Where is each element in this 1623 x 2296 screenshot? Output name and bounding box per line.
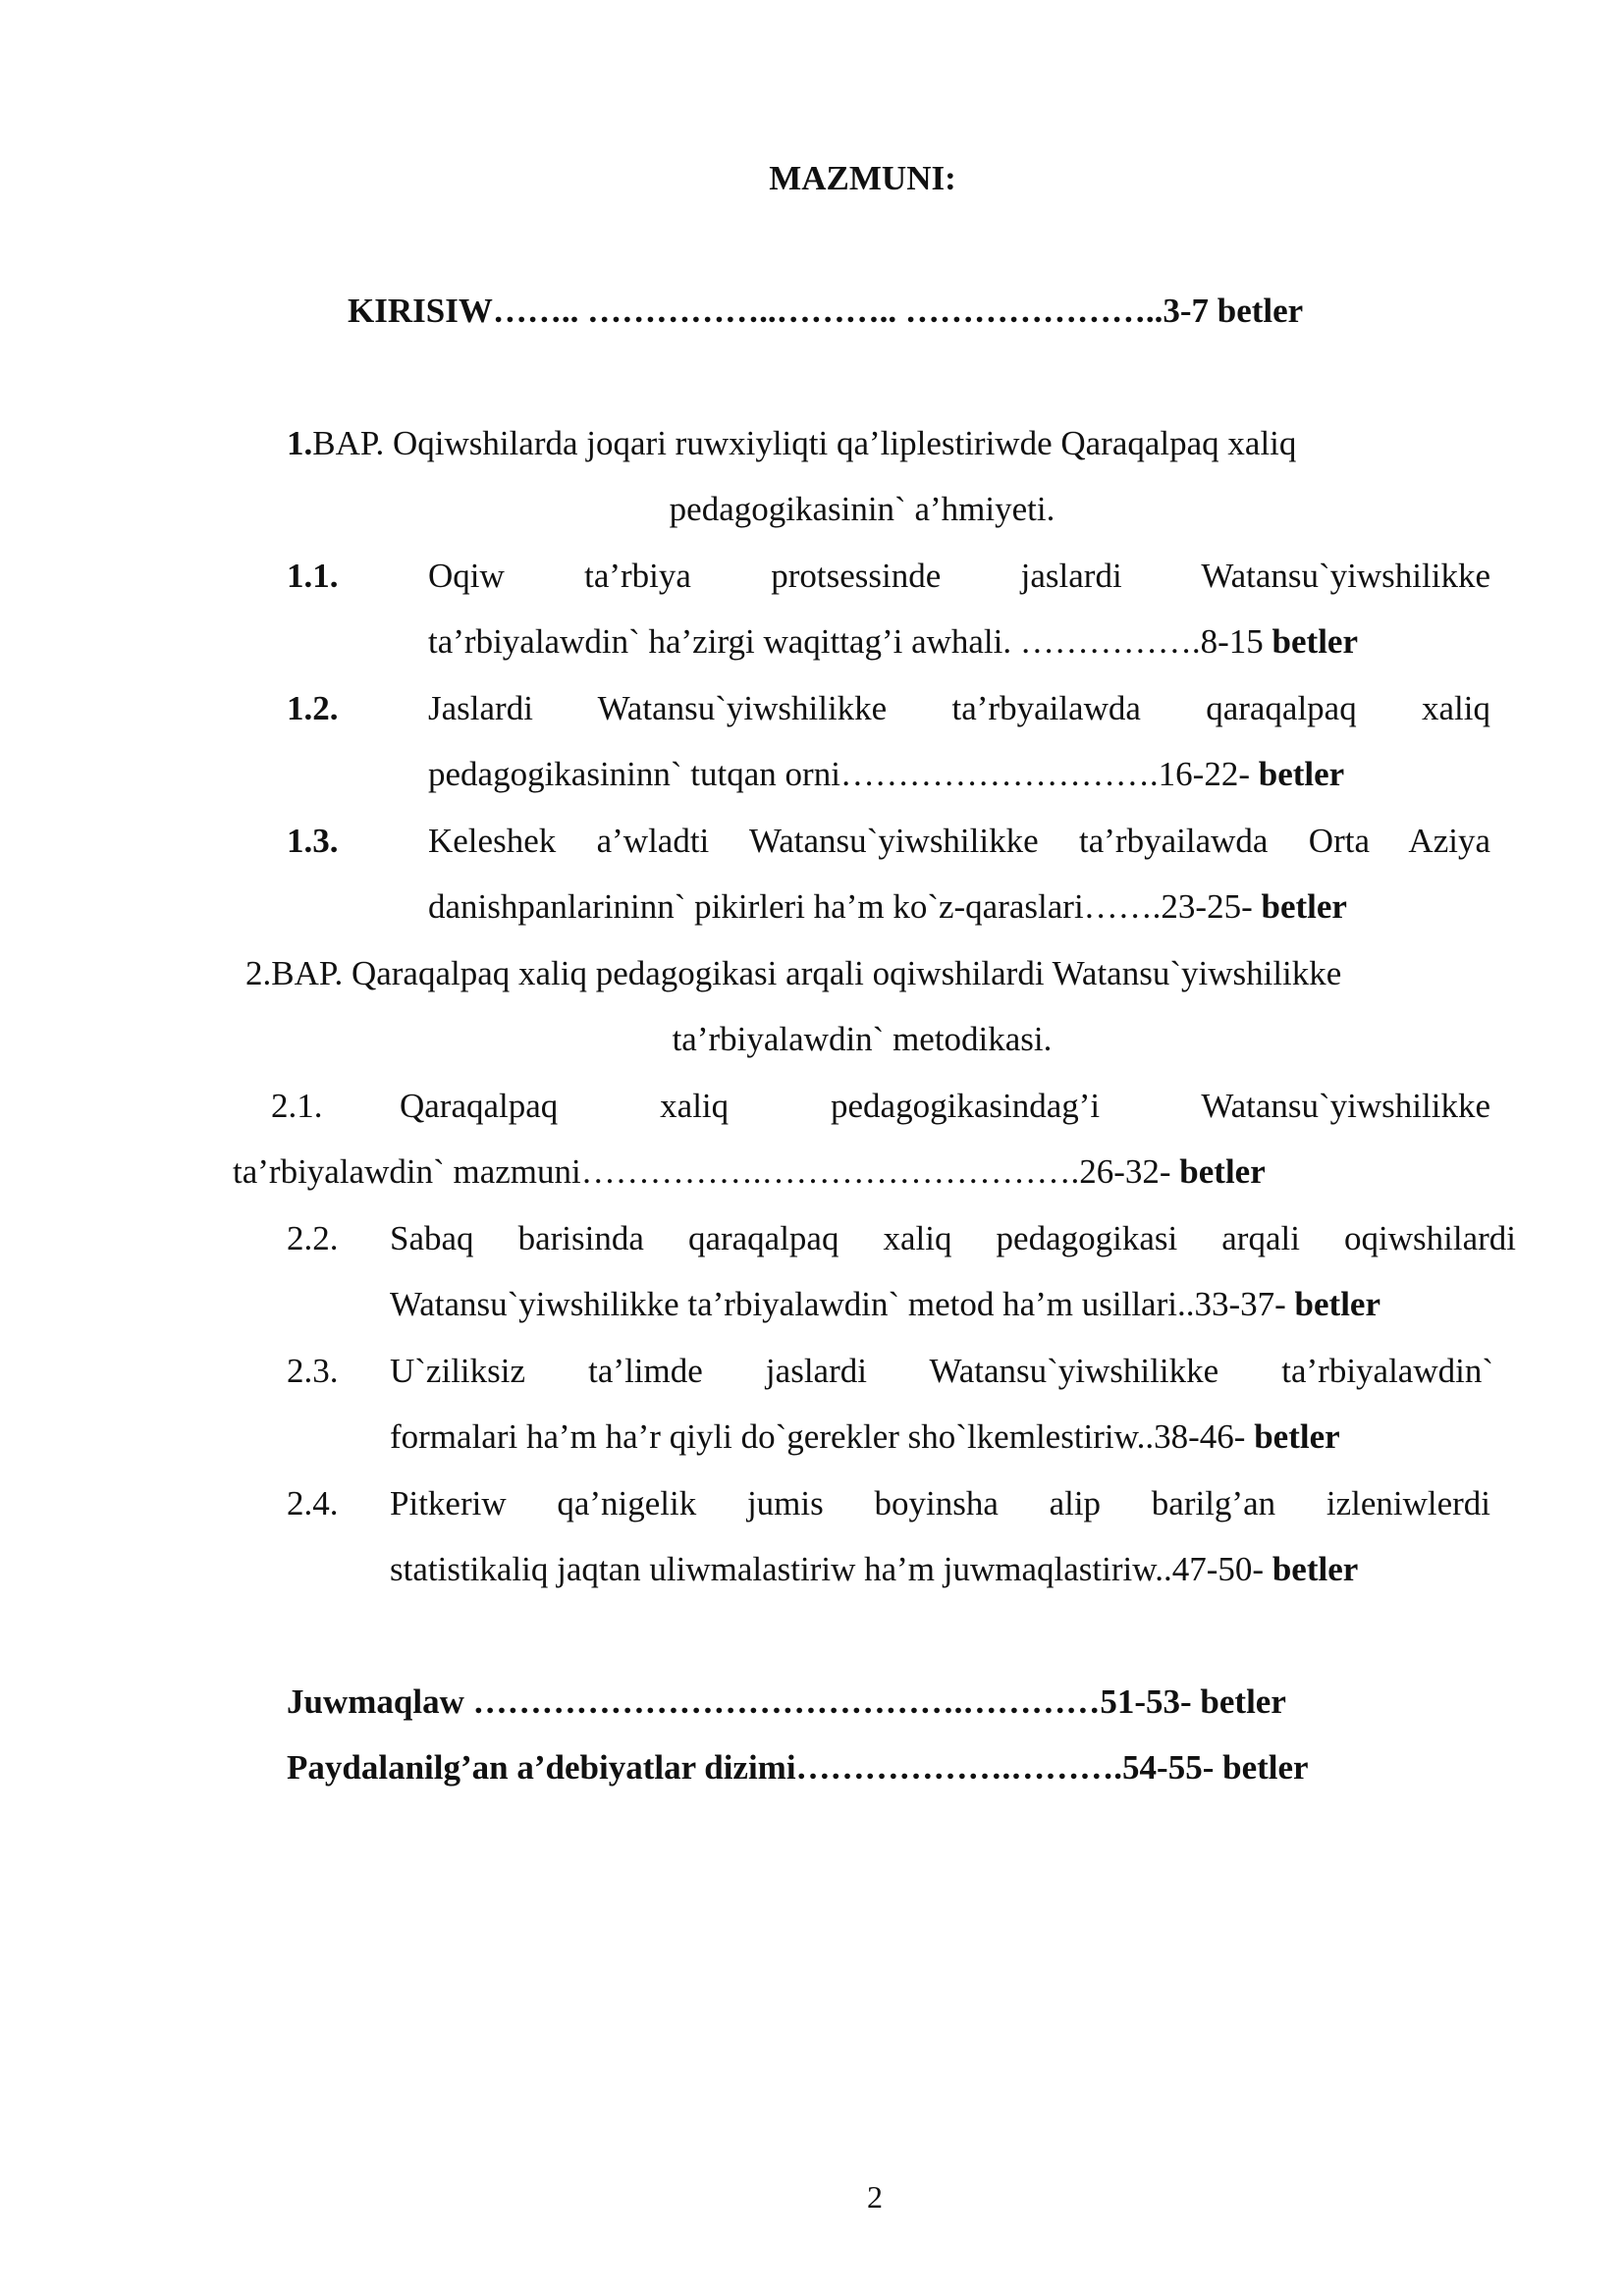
pages-suffix: betler	[1271, 622, 1358, 661]
section-title-text: Watansu`yiwshilikke ta’rbiyalawdin` metod ha’m usillari..33-37-	[390, 1285, 1295, 1323]
section-title: Jaslardi Watansu`yiwshilikke ta’rbyailawda qaraqalpaq xaliq	[428, 689, 1490, 727]
section-title-text: formalari ha’m ha’r qiyli do`gerekler sho`lkemlestiriw..38-46-	[390, 1417, 1255, 1456]
pages-suffix: betler	[1294, 1285, 1380, 1323]
section-title: Keleshek a’wladti Watansu`yiwshilikke ta’rbyailawda Orta Aziya	[428, 822, 1490, 860]
chapter-1-title: BAP. Oqiwshilarda joqari ruwxiyliqti qa’liplestiriwde Qaraqalpaq xaliq	[312, 424, 1297, 462]
section-number: 1.1.	[287, 557, 339, 595]
toc-intro: KIRISIW…….. ……………..……….. …………………..3-7 betler	[348, 292, 1304, 330]
section-title-text: ta’rbiyalawdin` ha’zirgi waqittag’i awhali. …………….8-15	[428, 622, 1272, 661]
section-number: 2.2.	[287, 1219, 339, 1257]
section-title-cont	[233, 1150, 1266, 1194]
section-title: Sabaq barisinda qaraqalpaq xaliq pedagogikasi arqali oqiwshilardi	[390, 1219, 1516, 1257]
pages-suffix: betler	[1261, 887, 1347, 926]
chapter-1-number: 1.	[287, 424, 313, 462]
pages-suffix: betler	[1271, 1550, 1359, 1588]
section-title-text: statistikaliq jaqtan uliwmalastiriw ha’m juwmaqlastiriw..47-50-	[390, 1550, 1272, 1588]
pages-suffix: betler	[1179, 1152, 1266, 1191]
toc-conclusion: Juwmaqlaw …………………………………….…………51-53- betler	[287, 1682, 1286, 1721]
section-number: 2.1.	[271, 1087, 323, 1125]
section-title-text: ta’rbiyalawdin` mazmuni…………….……………………….26-32-	[233, 1152, 1180, 1191]
section-title: U`ziliksiz ta’limde jaslardi Watansu`yiwshilikke ta’rbiyalawdin`	[390, 1352, 1493, 1390]
section-title-cont	[390, 1415, 1340, 1459]
section-title-text: pedagogikasininn` tutqan orni……………………….16-22-	[428, 755, 1259, 793]
section-title: Oqiw ta’rbiya protsessinde jaslardi Watansu`yiwshilikke	[428, 557, 1490, 595]
page-number: 2	[867, 2179, 883, 2215]
section-title-cont	[428, 620, 1358, 664]
section-number: 1.2.	[287, 689, 339, 727]
pages-suffix: betler	[1254, 1417, 1340, 1456]
section-title-cont	[390, 1283, 1380, 1326]
section-number: 2.3.	[287, 1352, 339, 1390]
chapter-2-title-cont: ta’rbiyalawdin` metodikasi.	[672, 1020, 1053, 1058]
pages-suffix: betler	[1258, 755, 1345, 793]
chapter-1-title-cont: pedagogikasinin` a’hmiyeti.	[669, 490, 1055, 528]
section-title-text: danishpanlarininn` pikirleri ha’m ko`z-qaraslari…….23-25-	[428, 887, 1262, 926]
toc-references: Paydalanilg’an a’debiyatlar dizimi……………….……….54-55- betler	[287, 1748, 1309, 1787]
section-title-cont	[428, 753, 1344, 796]
section-title-cont	[428, 885, 1347, 929]
section-number: 1.3.	[287, 822, 339, 860]
section-number: 2.4.	[287, 1484, 339, 1522]
page-title: MAZMUNI:	[769, 159, 956, 197]
section-title: Qaraqalpaq xaliq pedagogikasindag’i Watansu`yiwshilikke	[400, 1087, 1490, 1125]
section-title: Pitkeriw qa’nigelik jumis boyinsha alip barilg’an izleniwlerdi	[390, 1484, 1490, 1522]
chapter-1-heading	[287, 422, 1296, 465]
chapter-2-heading: 2.BAP. Qaraqalpaq xaliq pedagogikasi arqali oqiwshilardi Watansu`yiwshilikke	[245, 954, 1342, 992]
section-title-cont	[390, 1548, 1358, 1591]
